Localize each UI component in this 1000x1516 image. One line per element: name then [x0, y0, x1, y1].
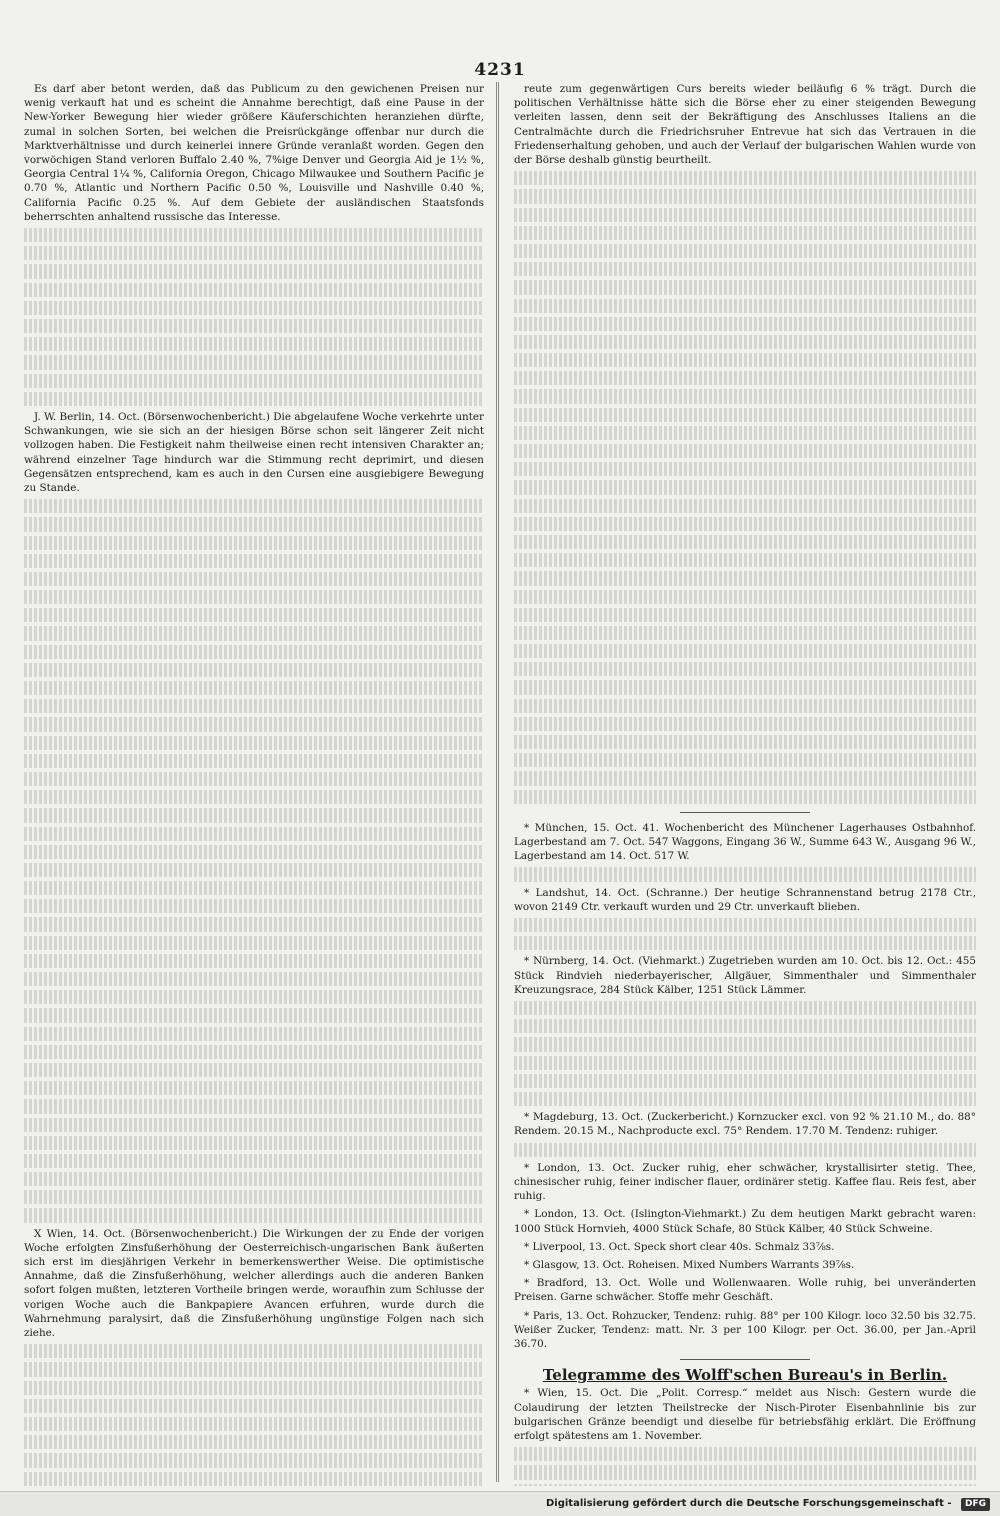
article-paragraph: J. W. Berlin, 14. Oct. (Börsenwochenbericht.) Die abgelaufene Woche verkehrte unter Schwankungen, wie sie sich an der hiesigen Börse schon seit längerer Zeit nicht vollzogen haben. Die Festigkeit nahm theilweise einen recht intensiven Charakter an; während einzelner Tage hindurch war die Stimmung recht deprimirt, und diesen Gegensätzen entsprechend, kam es auch in den Cursen eine ausgiebigere Bewegung zu Stande. [24, 410, 484, 494]
telegram-item: * Wien, 15. Oct. Die „Polit. Corresp.“ meldet aus Nisch: Gestern wurde die Colaudirung der letzten Theilstrecke der Nisch-Piroter Eisenbahnlinie bis zur bulgarischen Gränze beendigt und dieselbe für betriebsfähig erklärt. Die Eröffnung erfolgt spätestens am 1. November. [514, 1387, 976, 1442]
article-paragraph: reute zum gegenwärtigen Curs bereits wieder beiläufig 6 % trägt. Durch die politischen Verhältnisse hätte sich die Börse eher zu einer steigenden Bewegung verleiten lassen, denn seit der Bekräftigung des Anschlusses Italiens an die Centralmächte durch die Friedrichsruher Entrevue hat sich das Vertrauen in die Friedenserhaltung gehoben, und auch der Verlauf der bulgarischen Wahlen wurde von der Börse deshalb günstig beurtheilt. [514, 83, 976, 167]
market-report: * Landshut, 14. Oct. (Schranne.) Der heutige Schrannenstand betrug 2178 Ctr., wovon 2149 Ctr. verkauft wurden und 29 Ctr. unverkauft blieben. [514, 886, 976, 913]
digitization-footer [0, 1491, 1000, 1516]
right-column [514, 82, 976, 1486]
market-report: * Glasgow, 13. Oct. Roheisen. Mixed Numbers Warrants 39⅞s. [524, 1258, 855, 1271]
dfg-logo: DFG [961, 1498, 990, 1511]
article-paragraph: Es darf aber betont werden, daß das Publicum zu den gewichenen Preisen nur wenig verkauft hat und es scheint die Annahme berechtigt, daß eine Pause in der New-Yorker Bewegung hier wieder größere Käuferschichten heranziehen dürfte, zumal in solchen Sorten, bei welchen die Preisrückgänge offenbar nur durch die Marktverhältnisse und durch keinerlei innere Gründe veranlaßt worden. Gegen den vorwöchigen Stand verloren Buffalo 2.40 %, 7%ige Denver und Georgia Aid je 1½ %, Georgia Central 1¼ %, California Oregon, Chicago Milwaukee und Southern Pacific je 0.70 %, Atlantic und Northern Pacific 0.50 %, Louisville und Nashville 0.40 %, California Pacific 0.25 %. Auf dem Gebiete der ausländischen Staatsfonds beherrschten anhaltend russische das Interesse. [24, 83, 484, 223]
market-report: * London, 13. Oct. (Islington-Viehmarkt.) Zu dem heutigen Markt gebracht waren: 1000 Stück Hornvieh, 4000 Stück Schafe, 80 Stück Kälber, 40 Stück Schweine. [514, 1208, 976, 1235]
left-column [24, 82, 484, 1486]
market-report: * Magdeburg, 13. Oct. (Zuckerbericht.) Kornzucker excl. von 92 % 21.10 M., do. 88° Rendem. 20.15 M., Nachproducte excl. 75° Rendem. 17.70 M. Tendenz: ruhiger. [514, 1111, 976, 1138]
telegram-section-heading: Telegramme des Wolff'schen Bureau's in Berlin. [542, 1366, 948, 1385]
column-divider [498, 82, 499, 1482]
market-report: * München, 15. Oct. 41. Wochenbericht des Münchener Lagerhauses Ostbahnhof. Lagerbestand am 7. Oct. 547 Waggons, Eingang 36 W., Summe 643 W., Ausgang 96 W., Lagerbestand am 14. Oct. 517 W. [514, 821, 976, 863]
section-divider [680, 812, 810, 813]
page-number: 4231 [474, 60, 526, 80]
market-report: * London, 13. Oct. Zucker ruhig, eher schwächer, krystallisirter stetig. Thee, chinesischer ruhig, feiner indischer flauer, ordinärer stetig. Kaffee flau. Reis fest, aber ruhig. [514, 1161, 976, 1203]
section-divider [680, 1359, 810, 1360]
market-report: * Liverpool, 13. Oct. Speck short clear 40s. Schmalz 33⅞s. [524, 1240, 835, 1253]
funding-credit: Digitalisierung gefördert durch die Deutsche Forschungsgemeinschaft - [545, 1498, 952, 1509]
column-divider [496, 82, 497, 1482]
market-report: * Bradford, 13. Oct. Wolle und Wollenwaaren. Wolle ruhig, bei unveränderten Preisen. Garne schwächer. Stoffe mehr Geschäft. [514, 1277, 976, 1304]
article-paragraph: X Wien, 14. Oct. (Börsenwochenbericht.) Die Wirkungen der zu Ende der vorigen Woche erfolgten Zinsfußerhöhung der Oesterreichisch-ungarischen Bank äußerten sich erst im diesjährigen Verkehr in bemerkenswerther Weise. Die optimistische Annahme, daß die Zinsfußerhöhung, welcher allerdings auch die anderen Banken sofort folgen mußten, letzteren Vortheile bringen werde, woraufhin zum Schlusse der vorigen Woche auch die Bankpapiere Avancen erfuhren, wurde durch die Wahrnehmung paralysirt, daß die Zinsfußerhöhung ungünstige Folgen nach sich ziehe. [24, 1227, 484, 1340]
market-report: * Nürnberg, 14. Oct. (Viehmarkt.) Zugetrieben wurden am 10. Oct. bis 12. Oct.: 455 Stück Rindvieh niederbayerischer, Allgäuer, Simmenthaler und Simmenthaler Kreuzungsrace, 284 Stück Kälber, 1251 Stück Lämmer. [514, 955, 976, 996]
market-report: * Paris, 13. Oct. Rohzucker, Tendenz: ruhig. 88° per 100 Kilogr. loco 32.50 bis 32.75. Weißer Zucker, Tendenz: matt. Nr. 3 per 100 Kilogr. per Oct. 36.00, per Jan.-April 36.70. [514, 1309, 976, 1350]
